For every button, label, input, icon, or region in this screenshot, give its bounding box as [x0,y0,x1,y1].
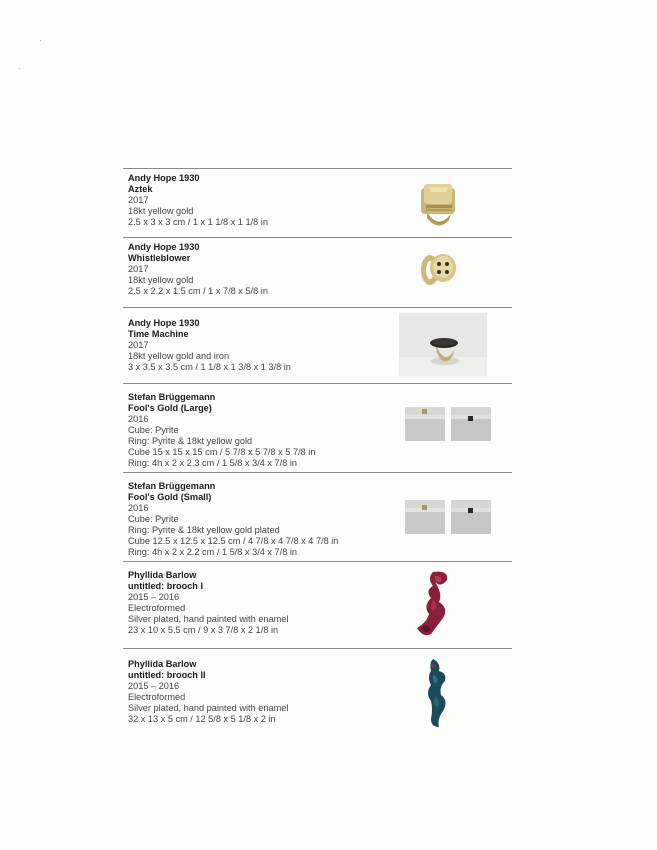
artwork-material-cube: Cube: Pyrite [128,514,179,524]
artwork-dimensions: 2.5 x 3 x 3 cm / 1 x 1 1/8 x 1 1/8 in [128,217,268,227]
artwork-title: Fool's Gold (Large) [128,403,212,413]
artwork-medium: 18kt yellow gold [128,206,194,216]
artwork-year: 2017 [128,195,149,205]
artwork-dimensions-ring: Ring: 4h x 2 x 2.2 cm / 1 5/8 x 3/4 x 7/8 in [128,547,298,557]
artwork-medium: Silver plated, hand painted with enamel [128,614,289,624]
artist-name: Stefan Brüggemann [128,392,216,402]
artwork-year: 2017 [128,340,149,350]
artwork-title: untitled: brooch II [128,670,206,680]
artwork-material-ring: Ring: Pyrite & 18kt yellow gold [128,436,253,446]
artwork-entry [123,307,512,383]
artwork-entry [123,168,512,237]
artwork-year: 2015 – 2016 [128,681,180,691]
gold-iron-ring-photo [399,313,487,377]
red-ribbon-brooch-image [413,568,459,642]
artwork-year: 2015 – 2016 [128,592,180,602]
artwork-dimensions: 2.5 x 2.2 x 1.5 cm / 1 x 7/8 x 5/8 in [128,286,268,296]
artwork-title: untitled: brooch I [128,581,204,591]
artwork-year: 2016 [128,414,149,424]
artwork-process: Electroformed [128,692,186,702]
artwork-dimensions: 3 x 3.5 x 3.5 cm / 1 1/8 x 1 3/8 x 1 3/8 in [128,362,291,372]
artwork-entry [123,561,512,648]
artwork-title: Whistleblower [128,253,191,263]
scan-speck [19,68,20,69]
artwork-year: 2017 [128,264,149,274]
artwork-dimensions: 32 x 13 x 5 cm / 12 5/8 x 5 1/8 x 2 in [128,714,276,724]
artwork-entry [123,472,512,561]
scan-speck [40,40,41,41]
artwork-entry [123,237,512,307]
artwork-dimensions-ring: Ring: 4h x 2 x 2.3 cm / 1 5/8 x 3/4 x 7/8 in [128,458,298,468]
artwork-medium: 18kt yellow gold [128,275,194,285]
artwork-dimensions-cube: Cube 15 x 15 x 15 cm / 5 7/8 x 5 7/8 x 5 7/8 in [128,447,316,457]
artwork-material-cube: Cube: Pyrite [128,425,179,435]
artwork-dimensions-cube: Cube 12.5 x 12.5 x 12.5 cm / 4 7/8 x 4 7/8 x 4 7/8 in [128,536,339,546]
artwork-dimensions: 23 x 10 x 5.5 cm / 9 x 3 7/8 x 2 1/8 in [128,625,279,635]
artwork-year: 2016 [128,503,149,513]
artwork-material-ring: Ring: Pyrite & 18kt yellow gold plated [128,525,280,535]
artwork-title: Time Machine [128,329,189,339]
artwork-process: Electroformed [128,603,186,613]
pyrite-cubes-small-image [403,496,503,536]
artist-name: Stefan Brüggemann [128,481,216,491]
teal-ribbon-brooch-image [419,657,455,729]
artwork-entry [123,383,512,472]
artist-name: Andy Hope 1930 [128,242,200,252]
artwork-entry [123,648,512,732]
artwork-medium: Silver plated, hand painted with enamel [128,703,289,713]
gold-square-ring-image [413,178,463,228]
artist-name: Andy Hope 1930 [128,318,200,328]
artwork-title: Aztek [128,184,153,194]
gold-dot-ring-image [416,248,460,292]
artwork-list [123,168,512,732]
artist-name: Phyllida Barlow [128,570,197,580]
artist-name: Andy Hope 1930 [128,173,200,183]
artwork-title: Fool's Gold (Small) [128,492,212,502]
artwork-medium: 18kt yellow gold and iron [128,351,230,361]
artist-name: Phyllida Barlow [128,659,197,669]
pyrite-cubes-image [403,403,503,443]
